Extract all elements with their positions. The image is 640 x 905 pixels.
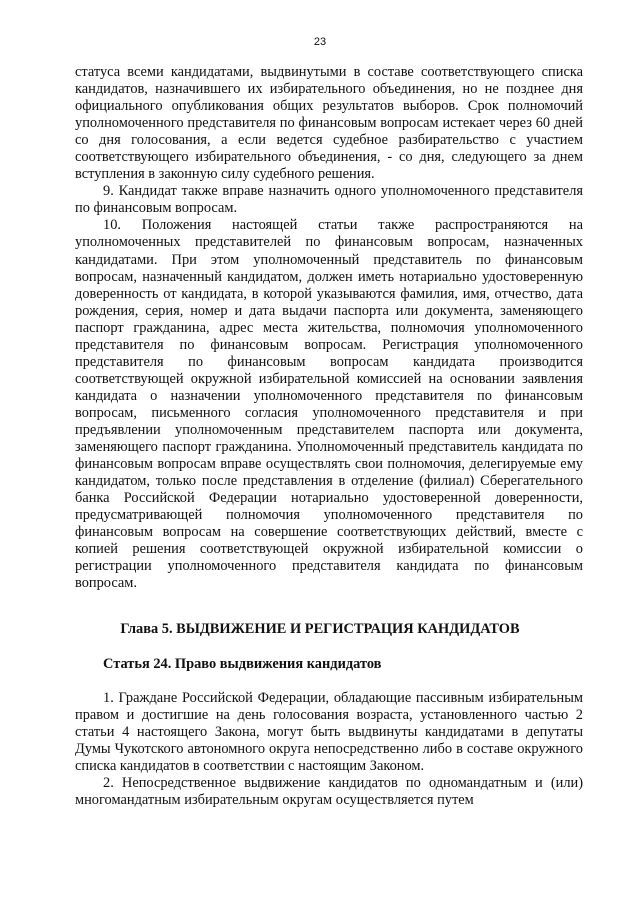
body-text-top — [75, 64, 583, 592]
paragraph-item-9: 9. Кандидат также вправе назначить одного уполномоченного представителя по финансовым вопросам. — [75, 183, 583, 217]
body-text-article — [75, 690, 583, 809]
paragraph-item-1: 1. Граждане Российской Федерации, обладающие пассивным избирательным правом и достигшие на день голосования возраста, установленного частью 2 статьи 4 настоящего Закона, могут быть выдвинуты кандидатами в депутаты Думы Чукотского автономного округа непосредственно либо в составе окружного списка кандидатов в соответствии с настоящим Законом. — [75, 690, 583, 775]
paragraph-item-2: 2. Непосредственное выдвижение кандидатов по одномандатным и (или) многомандатным избирательным округам осуществляется путем — [75, 775, 583, 809]
chapter-heading: Глава 5. ВЫДВИЖЕНИЕ И РЕГИСТРАЦИЯ КАНДИДАТОВ — [120, 621, 520, 637]
paragraph-item-10: 10. Положения настоящей статьи также распространяются на уполномоченных представителей по финансовым вопросам, назначенных кандидатами. При этом уполномоченный представитель по финансовым вопросам, назначенный кандидатом, должен иметь нотариально удостоверенную доверенность от кандидата, в которой указываются фамилия, имя, отчество, дата рождения, серия, номер и дата выдачи паспорта или документа, заменяющего паспорт гражданина, адрес места жительства, полномочия уполномоченного представителя по финансовым вопросам. Регистрация уполномоченного представителя по финансовым вопросам кандидата производится соответствующей окружной избирательной комиссией на основании заявления кандидата о назначении уполномоченного представителя по финансовым вопросам, письменного согласия уполномоченного представителя и при предъявлении уполномоченным представителем паспорта или документа, заменяющего паспорт гражданина. Уполномоченный представитель кандидата по финансовым вопросам вправе осуществлять свои полномочия, делегируемые ему кандидатом, только после представления в отделение (филиал) Сберегательного банка Российской Федерации нотариально удостоверенной доверенности, предусматривающей полномочия уполномоченного представителя по финансовым вопросам на совершение соответствующих действий, вместе с копией решения соответствующей окружной избирательной комиссии о регистрации уполномоченного представителя кандидата по финансовым вопросам. — [75, 217, 583, 592]
article-heading: Статья 24. Право выдвижения кандидатов — [103, 656, 382, 672]
paragraph-continuation: статуса всеми кандидатами, выдвинутыми в составе соответствующего списка кандидатов, назначившего их избирательного объединения, но не позднее дня официального опубликования общих результатов выборов. Срок полномочий уполномоченного представителя по финансовым вопросам истекает через 60 дней со дня голосования, а если ведется судебное разбирательство с участием соответствующего избирательного объединения, - со дня, следующего за днем вступления в законную силу судебного решения. — [75, 64, 583, 183]
page-number: 23 — [313, 36, 327, 48]
